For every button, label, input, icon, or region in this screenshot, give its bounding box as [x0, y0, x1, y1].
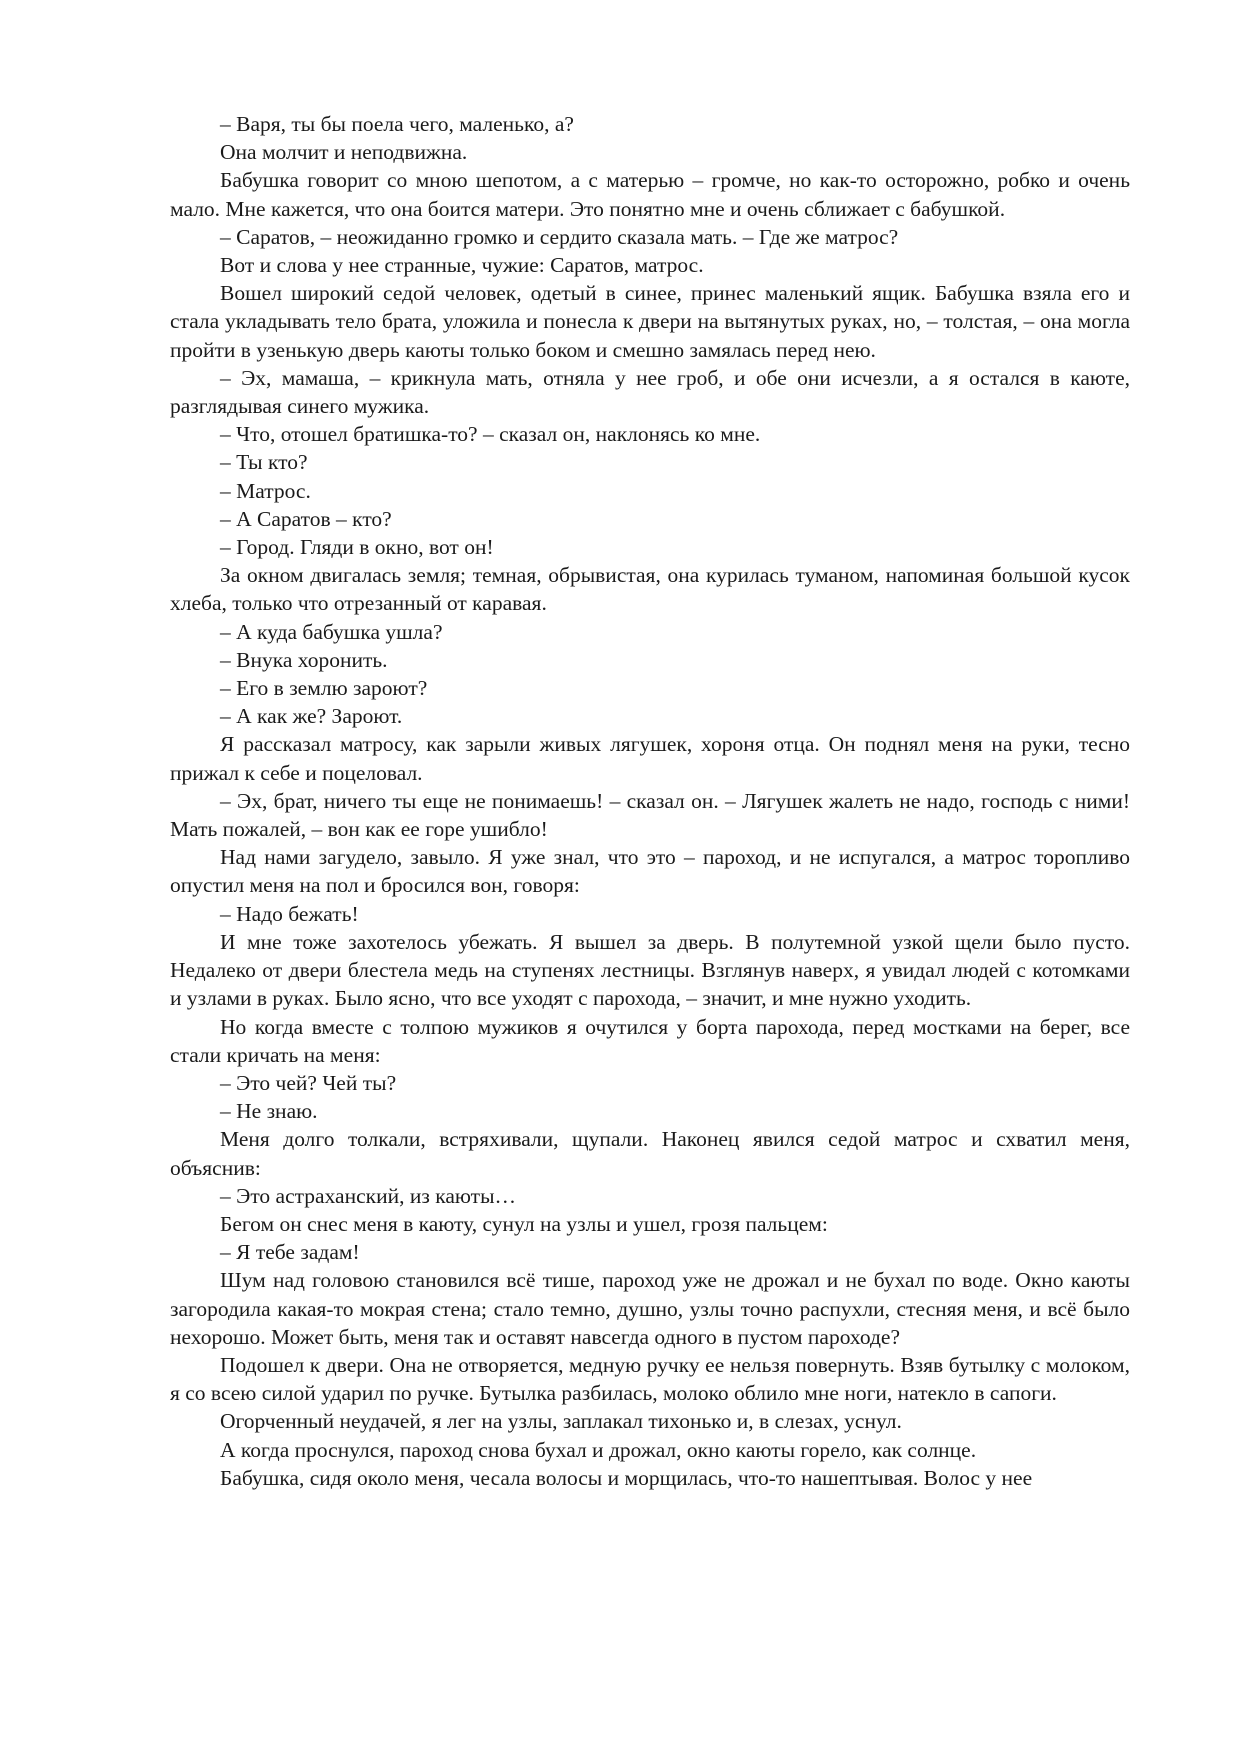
paragraph: – Что, отошел братишка-то? – сказал он, наклонясь ко мне. [220, 422, 761, 447]
paragraph: Я рассказал матросу, как зарыли живых лягушек, хороня отца. Он поднял меня на руки, тесно прижал к себе и поцеловал. [170, 732, 1130, 785]
paragraph: – Это астраханский, из каюты… [220, 1183, 517, 1208]
paragraph: – Ты кто? [220, 450, 308, 475]
paragraph: Огорченный неудачей, я лег на узлы, заплакал тихонько и, в слезах, уснул. [220, 1409, 902, 1434]
paragraph: Она молчит и неподвижна. [220, 140, 468, 165]
paragraph: – Эх, мамаша, – крикнула мать, отняла у нее гроб, и обе они исчезли, а я остался в каюте, разглядывая синего мужика. [170, 365, 1130, 419]
paragraph: Над нами загудело, завыло. Я уже знал, что это – пароход, и не испугался, а матрос торопливо опустил меня на пол и бросился вон, говоря: [170, 845, 1130, 898]
body-text [170, 110, 1130, 1492]
paragraph: Меня долго толкали, встряхивали, щупали. Наконец явился седой матрос и схватил меня, объяснив: [170, 1127, 1130, 1180]
paragraph: – Внука хоронить. [220, 647, 388, 672]
paragraph: – Это чей? Чей ты? [220, 1070, 397, 1095]
paragraph: Но когда вместе с толпою мужиков я очутился у борта парохода, перед мостками на берег, все стали кричать на меня: [170, 1014, 1130, 1067]
paragraph: – А куда бабушка ушла? [220, 619, 443, 644]
paragraph: – Его в землю зароют? [220, 676, 428, 701]
paragraph: За окном двигалась земля; темная, обрывистая, она курилась туманом, напоминая большой кусок хлеба, только что отрезанный от каравая. [170, 563, 1130, 616]
paragraph: Бегом он снес меня в каюту, сунул на узлы и ушел, грозя пальцем: [220, 1211, 828, 1236]
paragraph: – Не знаю. [220, 1099, 318, 1124]
paragraph: – Саратов, – неожиданно громко и сердито сказала мать. – Где же матрос? [220, 224, 899, 249]
paragraph: Бабушка, сидя около меня, чесала волосы и морщилась, что-то нашептывая. Волос у нее [220, 1465, 1033, 1490]
paragraph: – А Саратов – кто? [220, 506, 392, 531]
paragraph: – Надо бежать! [220, 901, 359, 926]
paragraph: Подошел к двери. Она не отворяется, медную ручку ее нельзя повернуть. Взяв бутылку с молоком, я со всею силой ударил по ручке. Бутылка разбилась, молоко облило мне ноги, натекло в сапоги. [170, 1352, 1130, 1406]
paragraph: И мне тоже захотелось убежать. Я вышел за дверь. В полутемной узкой щели было пусто. Недалеко от двери блестела медь на ступенях лестницы. Взглянув наверх, я увидал людей с котомками и узлами в руках. Было ясно, что все уходят с парохода, – значит, и мне нужно уходить. [170, 929, 1130, 1011]
paragraph: Вот и слова у нее странные, чужие: Саратов, матрос. [220, 253, 704, 278]
paragraph: Бабушка говорит со мною шепотом, а с матерью – громче, но как-то осторожно, робко и очень мало. Мне кажется, что она боится матери. Это понятно мне и очень сближает с бабушкой. [170, 168, 1130, 221]
paragraph: – Матрос. [220, 478, 311, 503]
paragraph: – Эх, брат, ничего ты еще не понимаешь! – сказал он. – Лягушек жалеть не надо, господь с ними! Мать пожалей, – вон как ее горе ушибло! [170, 788, 1130, 842]
paragraph: – Город. Гляди в окно, вот он! [220, 535, 494, 560]
paragraph: А когда проснулся, пароход снова бухал и дрожал, окно каюты горело, как солнце. [220, 1437, 977, 1462]
paragraph: – А как же? Зароют. [220, 704, 403, 729]
paragraph: Шум над головою становился всё тише, пароход уже не дрожал и не бухал по воде. Окно каюты загородила какая-то мокрая стена; стало темно, душно, узлы точно распухли, стесняя меня, и всё было нехорошо. Может быть, меня так и оставят навсегда одного в пустом пароходе? [170, 1268, 1130, 1349]
paragraph: – Варя, ты бы поела чего, маленько, а? [220, 112, 574, 136]
paragraph: – Я тебе задам! [220, 1240, 360, 1265]
paragraph: Вошел широкий седой человек, одетый в синее, принес маленький ящик. Бабушка взяла его и стала укладывать тело брата, уложила и понесла к двери на вытянутых руках, но, – толстая, – она могла пройти в узенькую дверь каюты только боком и смешно замялась перед нею. [170, 281, 1130, 362]
